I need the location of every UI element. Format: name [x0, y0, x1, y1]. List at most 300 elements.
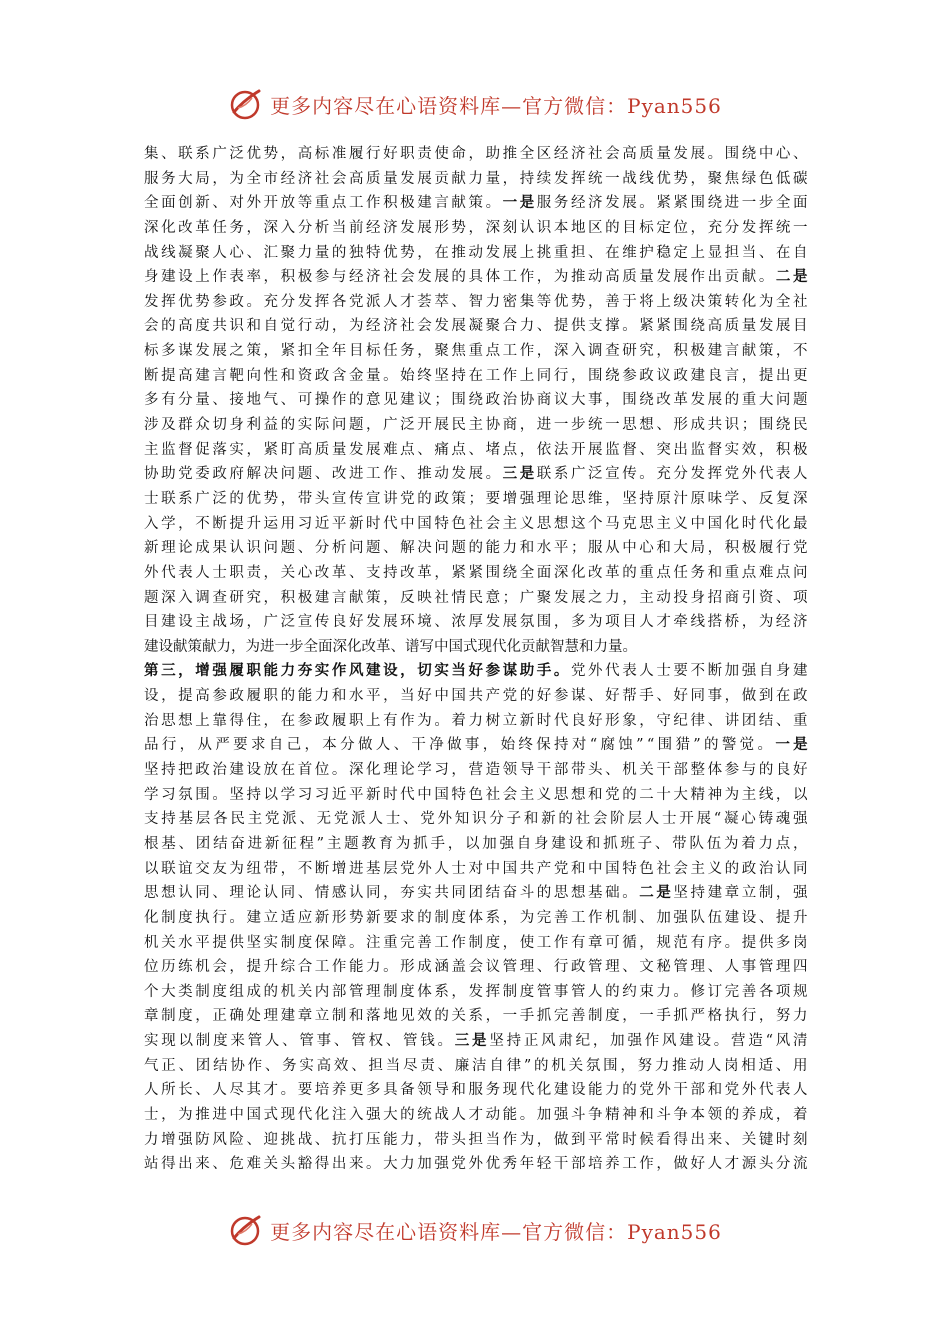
- text-char: 为: [758, 614, 774, 631]
- text-char: 自: [758, 663, 774, 680]
- text-char: ，: [178, 515, 193, 532]
- text-char: 围: [485, 564, 501, 581]
- text-char: 紧: [639, 318, 654, 335]
- text-char: 风: [541, 1033, 556, 1050]
- text-char: 党: [451, 1156, 466, 1173]
- text-char: 入: [348, 1106, 364, 1123]
- text-char: 为: [395, 835, 411, 852]
- text-char: 量: [608, 638, 623, 655]
- text-char: 督: [622, 441, 637, 458]
- text-char: 用: [280, 515, 296, 532]
- text-char: 反: [400, 589, 415, 606]
- text-char: 人: [639, 614, 654, 631]
- text-char: 国: [448, 638, 463, 655]
- text-char: 同: [280, 885, 296, 902]
- text-char: 制: [161, 909, 176, 926]
- text-char: 涉: [144, 417, 159, 434]
- text-char: 强: [553, 1106, 569, 1123]
- text-char: “: [765, 1033, 773, 1050]
- text-line: [144, 635, 808, 660]
- text-char: 为: [245, 638, 260, 655]
- text-char: ，: [161, 1106, 176, 1123]
- text-char: ，: [690, 170, 705, 187]
- text-char: 加: [610, 1033, 625, 1050]
- text-char: 在: [434, 244, 449, 261]
- text-char: 最: [792, 515, 808, 532]
- text-char: 实: [263, 934, 279, 951]
- text-char: 凝: [723, 811, 739, 828]
- text-char: 积: [383, 195, 398, 212]
- text-char: 目: [792, 318, 808, 335]
- text-char: 面: [536, 564, 552, 581]
- text-char: 紧: [263, 441, 279, 458]
- text-char: 点: [775, 835, 791, 852]
- text-char: 上: [519, 367, 535, 384]
- text-char: 多: [570, 614, 586, 631]
- text-char: 大: [570, 392, 586, 409]
- text-char: 泛: [229, 146, 244, 162]
- text-char: 提: [758, 367, 774, 384]
- text-char: 开: [263, 195, 279, 212]
- text-char: 的: [417, 909, 432, 926]
- text-char: 建: [707, 343, 723, 360]
- text-char: 本: [553, 219, 569, 236]
- text-char: 主: [468, 417, 483, 434]
- text-char: 贡: [521, 638, 536, 655]
- text-char: 低: [775, 170, 791, 187]
- text-char: 一: [639, 1008, 654, 1025]
- text-char: 。: [280, 1082, 296, 1099]
- text-char: 度: [400, 983, 415, 1000]
- text-char: 思: [144, 885, 159, 902]
- text-char: ，: [263, 564, 279, 581]
- text-char: 。: [724, 934, 740, 951]
- text-char: 斗: [570, 1106, 586, 1123]
- text-char: 围: [673, 318, 688, 335]
- text-char: 事: [588, 392, 603, 409]
- text-char: 一: [502, 1008, 518, 1025]
- text-char: 会: [468, 959, 483, 976]
- text-char: 深: [161, 589, 176, 606]
- text-char: 社: [792, 293, 808, 310]
- text-char: 转: [724, 293, 740, 310]
- text-char: 极: [792, 441, 808, 458]
- text-char: 慧: [564, 638, 579, 655]
- text-char: 泛: [400, 417, 415, 434]
- text-char: 。: [673, 983, 688, 1000]
- text-char: ，: [620, 1057, 635, 1074]
- bold-text: 是: [793, 736, 808, 754]
- text-char: 展: [434, 417, 449, 434]
- text-line: [144, 191, 808, 216]
- text-char: 强: [178, 1131, 193, 1148]
- text-char: 度: [485, 934, 501, 951]
- text-char: 、: [437, 1057, 453, 1074]
- text-char: 优: [485, 1156, 501, 1173]
- text-char: 领: [707, 1106, 723, 1123]
- text-char: 手: [639, 688, 654, 705]
- text-char: 主: [144, 441, 159, 458]
- text-char: 质: [724, 318, 740, 335]
- text-char: 、: [656, 688, 671, 705]
- text-char: 好: [348, 614, 364, 631]
- text-char: 民: [792, 417, 808, 434]
- text-char: 完: [553, 1008, 569, 1025]
- text-char: ”: [523, 1057, 532, 1074]
- text-char: 外: [741, 466, 757, 483]
- text-char: 猎: [675, 737, 690, 754]
- text-char: 革: [376, 638, 391, 655]
- text-char: ，: [502, 909, 518, 926]
- text-char: 分: [673, 466, 688, 483]
- text-char: 义: [707, 860, 723, 877]
- text-char: 带: [434, 1131, 449, 1148]
- text-char: 重: [553, 244, 569, 261]
- text-char: 持: [451, 367, 466, 384]
- text-line: [144, 265, 808, 290]
- text-char: 同: [451, 885, 466, 902]
- text-char: 程: [299, 835, 314, 852]
- text-line: [144, 1128, 808, 1153]
- bold-text: 谋: [502, 662, 518, 680]
- text-char: 和: [246, 318, 261, 335]
- text-char: 个: [588, 515, 603, 532]
- text-char: 义: [519, 515, 535, 532]
- bold-text: 履: [229, 662, 244, 680]
- text-char: 豁: [297, 1156, 313, 1173]
- bold-text: 助: [519, 662, 535, 680]
- text-char: 高: [605, 269, 620, 286]
- text-char: 成: [246, 983, 261, 1000]
- text-char: 开: [570, 441, 586, 458]
- text-char: 情: [451, 589, 466, 606]
- text-char: 将: [639, 293, 654, 310]
- text-char: 作: [331, 392, 347, 409]
- text-char: 近: [331, 786, 347, 803]
- text-char: 部: [331, 983, 347, 1000]
- text-char: 士: [212, 564, 227, 581]
- text-char: 。: [485, 466, 501, 483]
- text-char: 、: [212, 392, 227, 409]
- text-char: 结: [213, 1057, 228, 1074]
- text-char: ，: [263, 589, 279, 606]
- text-char: 气: [144, 1057, 159, 1074]
- text-char: 民: [451, 417, 466, 434]
- text-char: 断: [212, 515, 227, 532]
- text-char: 担: [468, 1131, 483, 1148]
- text-char: “: [646, 737, 655, 754]
- text-char: 调: [195, 589, 210, 606]
- text-char: 言: [212, 367, 227, 384]
- text-char: 目: [348, 343, 364, 360]
- text-char: 学: [417, 762, 432, 779]
- text-char: 度: [212, 983, 227, 1000]
- text-char: 作: [502, 367, 518, 384]
- text-line: [144, 1078, 808, 1103]
- text-char: 、: [351, 1057, 366, 1074]
- text-char: 动: [485, 1106, 501, 1123]
- text-char: 献: [741, 343, 757, 360]
- text-char: 有: [690, 934, 705, 951]
- text-char: 上: [656, 293, 671, 310]
- text-char: 挥: [161, 293, 176, 310]
- text-char: 提: [775, 909, 791, 926]
- text-char: 纽: [246, 860, 261, 877]
- text-char: 神: [622, 1106, 637, 1123]
- text-char: 干: [553, 1156, 569, 1173]
- text-char: 履: [246, 688, 261, 705]
- text-char: 根: [144, 835, 159, 852]
- text-char: 自: [268, 737, 284, 754]
- text-char: 平: [553, 540, 569, 557]
- text-char: “: [589, 737, 598, 754]
- text-char: 目: [622, 219, 637, 236]
- bold-text: 一: [502, 194, 518, 212]
- text-line: [144, 413, 808, 438]
- text-char: ，: [417, 244, 432, 261]
- text-char: 聚: [195, 244, 210, 261]
- text-char: 一: [741, 195, 757, 212]
- text-char: 项: [605, 614, 620, 631]
- text-char: 高: [297, 441, 313, 458]
- text-char: 坚: [229, 786, 244, 803]
- text-char: 带: [570, 762, 586, 779]
- text-char: 务: [690, 564, 705, 581]
- text-char: 伍: [706, 835, 722, 852]
- text-char: 力: [502, 540, 518, 557]
- text-char: 、: [707, 712, 723, 729]
- text-char: 系: [468, 1008, 483, 1025]
- text-char: 化: [536, 1082, 552, 1099]
- text-line: [144, 536, 808, 561]
- text-char: 党: [264, 811, 280, 828]
- text-char: 长: [178, 1082, 193, 1099]
- text-line: [144, 832, 808, 857]
- text-char: 式: [263, 1106, 279, 1123]
- text-char: 推: [417, 466, 432, 483]
- text-char: 增: [161, 1131, 176, 1148]
- text-char: 机: [195, 959, 210, 976]
- text-char: 高: [178, 318, 193, 335]
- text-char: 落: [366, 1008, 381, 1025]
- text-char: 的: [229, 490, 244, 507]
- text-char: 服: [536, 195, 552, 212]
- text-char: 实: [724, 441, 740, 458]
- text-char: 发: [690, 392, 705, 409]
- text-char: 范: [673, 934, 688, 951]
- text-char: 管: [351, 1033, 366, 1050]
- text-char: 运: [263, 515, 279, 532]
- text-char: 新: [366, 786, 381, 803]
- text-char: 发: [485, 614, 501, 631]
- text-char: ”: [316, 835, 325, 852]
- text-char: 维: [622, 244, 637, 261]
- text-char: 征: [282, 835, 297, 852]
- text-char: 、: [178, 1057, 194, 1074]
- text-char: 谊: [178, 860, 193, 877]
- bold-text: 增: [195, 662, 210, 680]
- bold-text: 作: [331, 662, 347, 680]
- text-char: 订: [707, 983, 723, 1000]
- text-char: 位: [144, 959, 159, 976]
- text-char: 项: [775, 983, 791, 1000]
- text-char: 同: [536, 367, 552, 384]
- text-char: 思: [161, 712, 176, 729]
- text-char: 创: [178, 195, 193, 212]
- text-char: 代: [519, 1082, 535, 1099]
- text-char: 章: [588, 934, 603, 951]
- text-char: 出: [178, 1156, 193, 1173]
- text-char: 成: [417, 959, 432, 976]
- text-char: 看: [656, 1131, 671, 1148]
- text-char: 环: [400, 614, 415, 631]
- text-char: 努: [637, 1057, 653, 1074]
- text-char: 。: [348, 934, 364, 951]
- footer-banner-text: 更多内容尽在心语资料库—官方微信：Pyan556: [270, 1219, 722, 1244]
- text-char: 策: [451, 490, 466, 507]
- text-char: 设: [741, 909, 757, 926]
- text-char: 想: [553, 515, 569, 532]
- text-char: 奋: [230, 835, 245, 852]
- text-char: 显: [707, 244, 723, 261]
- text-char: 新: [519, 712, 535, 729]
- text-char: 建: [679, 1033, 694, 1050]
- text-char: 得: [314, 1156, 330, 1173]
- text-char: 策: [187, 638, 202, 655]
- text-char: 新: [314, 909, 330, 926]
- text-char: 谋: [178, 343, 193, 360]
- text-char: 等: [536, 293, 552, 310]
- text-char: 铸: [758, 811, 773, 828]
- text-char: 尽: [402, 1057, 418, 1074]
- text-char: 为: [519, 909, 535, 926]
- text-char: 充: [263, 293, 279, 310]
- text-char: 做: [741, 688, 757, 705]
- text-char: 事: [741, 959, 757, 976]
- text-char: 责: [420, 1057, 435, 1074]
- text-char: 人: [707, 1156, 723, 1173]
- text-char: ，: [304, 737, 319, 754]
- bold-text: 好: [468, 662, 483, 680]
- text-char: 手: [656, 1008, 671, 1025]
- text-char: 团: [195, 1057, 211, 1074]
- text-char: 蚀: [618, 737, 633, 754]
- text-line: [144, 167, 808, 192]
- text-char: 抓: [603, 835, 618, 852]
- text-char: 、: [333, 1033, 349, 1050]
- text-char: 、: [605, 762, 620, 779]
- text-char: 二: [639, 786, 654, 803]
- text-char: 进: [260, 638, 275, 655]
- text-char: 工: [502, 269, 518, 286]
- text-char: 工: [570, 909, 586, 926]
- text-char: 使: [434, 146, 449, 162]
- text-char: 人: [383, 293, 398, 310]
- text-char: 人: [588, 983, 603, 1000]
- text-char: 作: [400, 712, 415, 729]
- text-char: 党: [400, 860, 415, 877]
- text-char: 全: [246, 170, 261, 187]
- text-char: 发: [400, 170, 415, 187]
- text-char: 动: [468, 244, 483, 261]
- text-char: 广: [195, 490, 210, 507]
- text-char: 制: [161, 1008, 176, 1025]
- text-char: 的: [331, 244, 347, 261]
- text-char: 代: [400, 786, 415, 803]
- text-char: 不: [792, 343, 808, 360]
- text-char: 层: [383, 860, 398, 877]
- text-char: 设: [178, 614, 193, 631]
- text-char: 外: [588, 663, 603, 680]
- text-char: 言: [331, 589, 347, 606]
- text-char: 推: [570, 269, 586, 286]
- text-char: 管: [588, 959, 603, 976]
- text-char: 养: [605, 1156, 620, 1173]
- text-char: 行: [741, 1008, 757, 1025]
- text-char: 动: [314, 318, 330, 335]
- text-char: 头: [280, 1156, 296, 1173]
- text-char: 基: [161, 835, 176, 852]
- text-char: 基: [366, 860, 381, 877]
- text-char: 的: [536, 885, 552, 902]
- text-char: 、: [195, 1082, 210, 1099]
- text-char: 政: [639, 367, 654, 384]
- text-char: 实: [417, 885, 432, 902]
- text-char: 特: [451, 786, 466, 803]
- text-char: 为: [724, 786, 740, 803]
- text-char: 全: [775, 195, 791, 212]
- text-char: 关: [639, 762, 654, 779]
- text-char: 团: [741, 712, 757, 729]
- text-char: 见: [400, 1008, 415, 1025]
- text-char: 。: [434, 712, 449, 729]
- text-char: 色: [451, 515, 466, 532]
- text-char: 派: [282, 811, 297, 828]
- text-char: 题: [451, 540, 466, 557]
- text-char: 在: [280, 762, 296, 779]
- text-char: 以: [178, 1033, 194, 1050]
- text-char: 头: [314, 490, 330, 507]
- text-char: 社: [656, 860, 671, 877]
- text-char: 持: [246, 786, 261, 803]
- text-char: 认: [519, 219, 535, 236]
- text-char: 、: [246, 1131, 261, 1148]
- text-char: 标: [314, 146, 330, 162]
- text-char: 。: [437, 1033, 453, 1050]
- text-char: 来: [230, 1033, 245, 1050]
- text-char: 党: [553, 860, 569, 877]
- text-char: 管: [247, 1033, 263, 1050]
- text-char: ；: [468, 490, 483, 507]
- text-char: 济: [297, 170, 313, 187]
- text-char: 题: [280, 540, 296, 557]
- text-char: 展: [673, 269, 688, 286]
- text-char: 识: [229, 318, 244, 335]
- text-char: 展: [468, 466, 483, 483]
- text-char: 升: [246, 515, 261, 532]
- text-char: 。: [639, 195, 654, 212]
- text-char: 战: [297, 1131, 313, 1148]
- text-char: 学: [280, 786, 296, 803]
- text-char: 心: [639, 540, 654, 557]
- text-char: 绕: [707, 195, 723, 212]
- text-char: 年: [331, 343, 347, 360]
- text-char: 求: [250, 737, 266, 754]
- text-char: 部: [690, 1082, 705, 1099]
- text-char: 优: [246, 490, 261, 507]
- text-char: 站: [144, 1156, 159, 1173]
- text-char: 十: [656, 786, 671, 803]
